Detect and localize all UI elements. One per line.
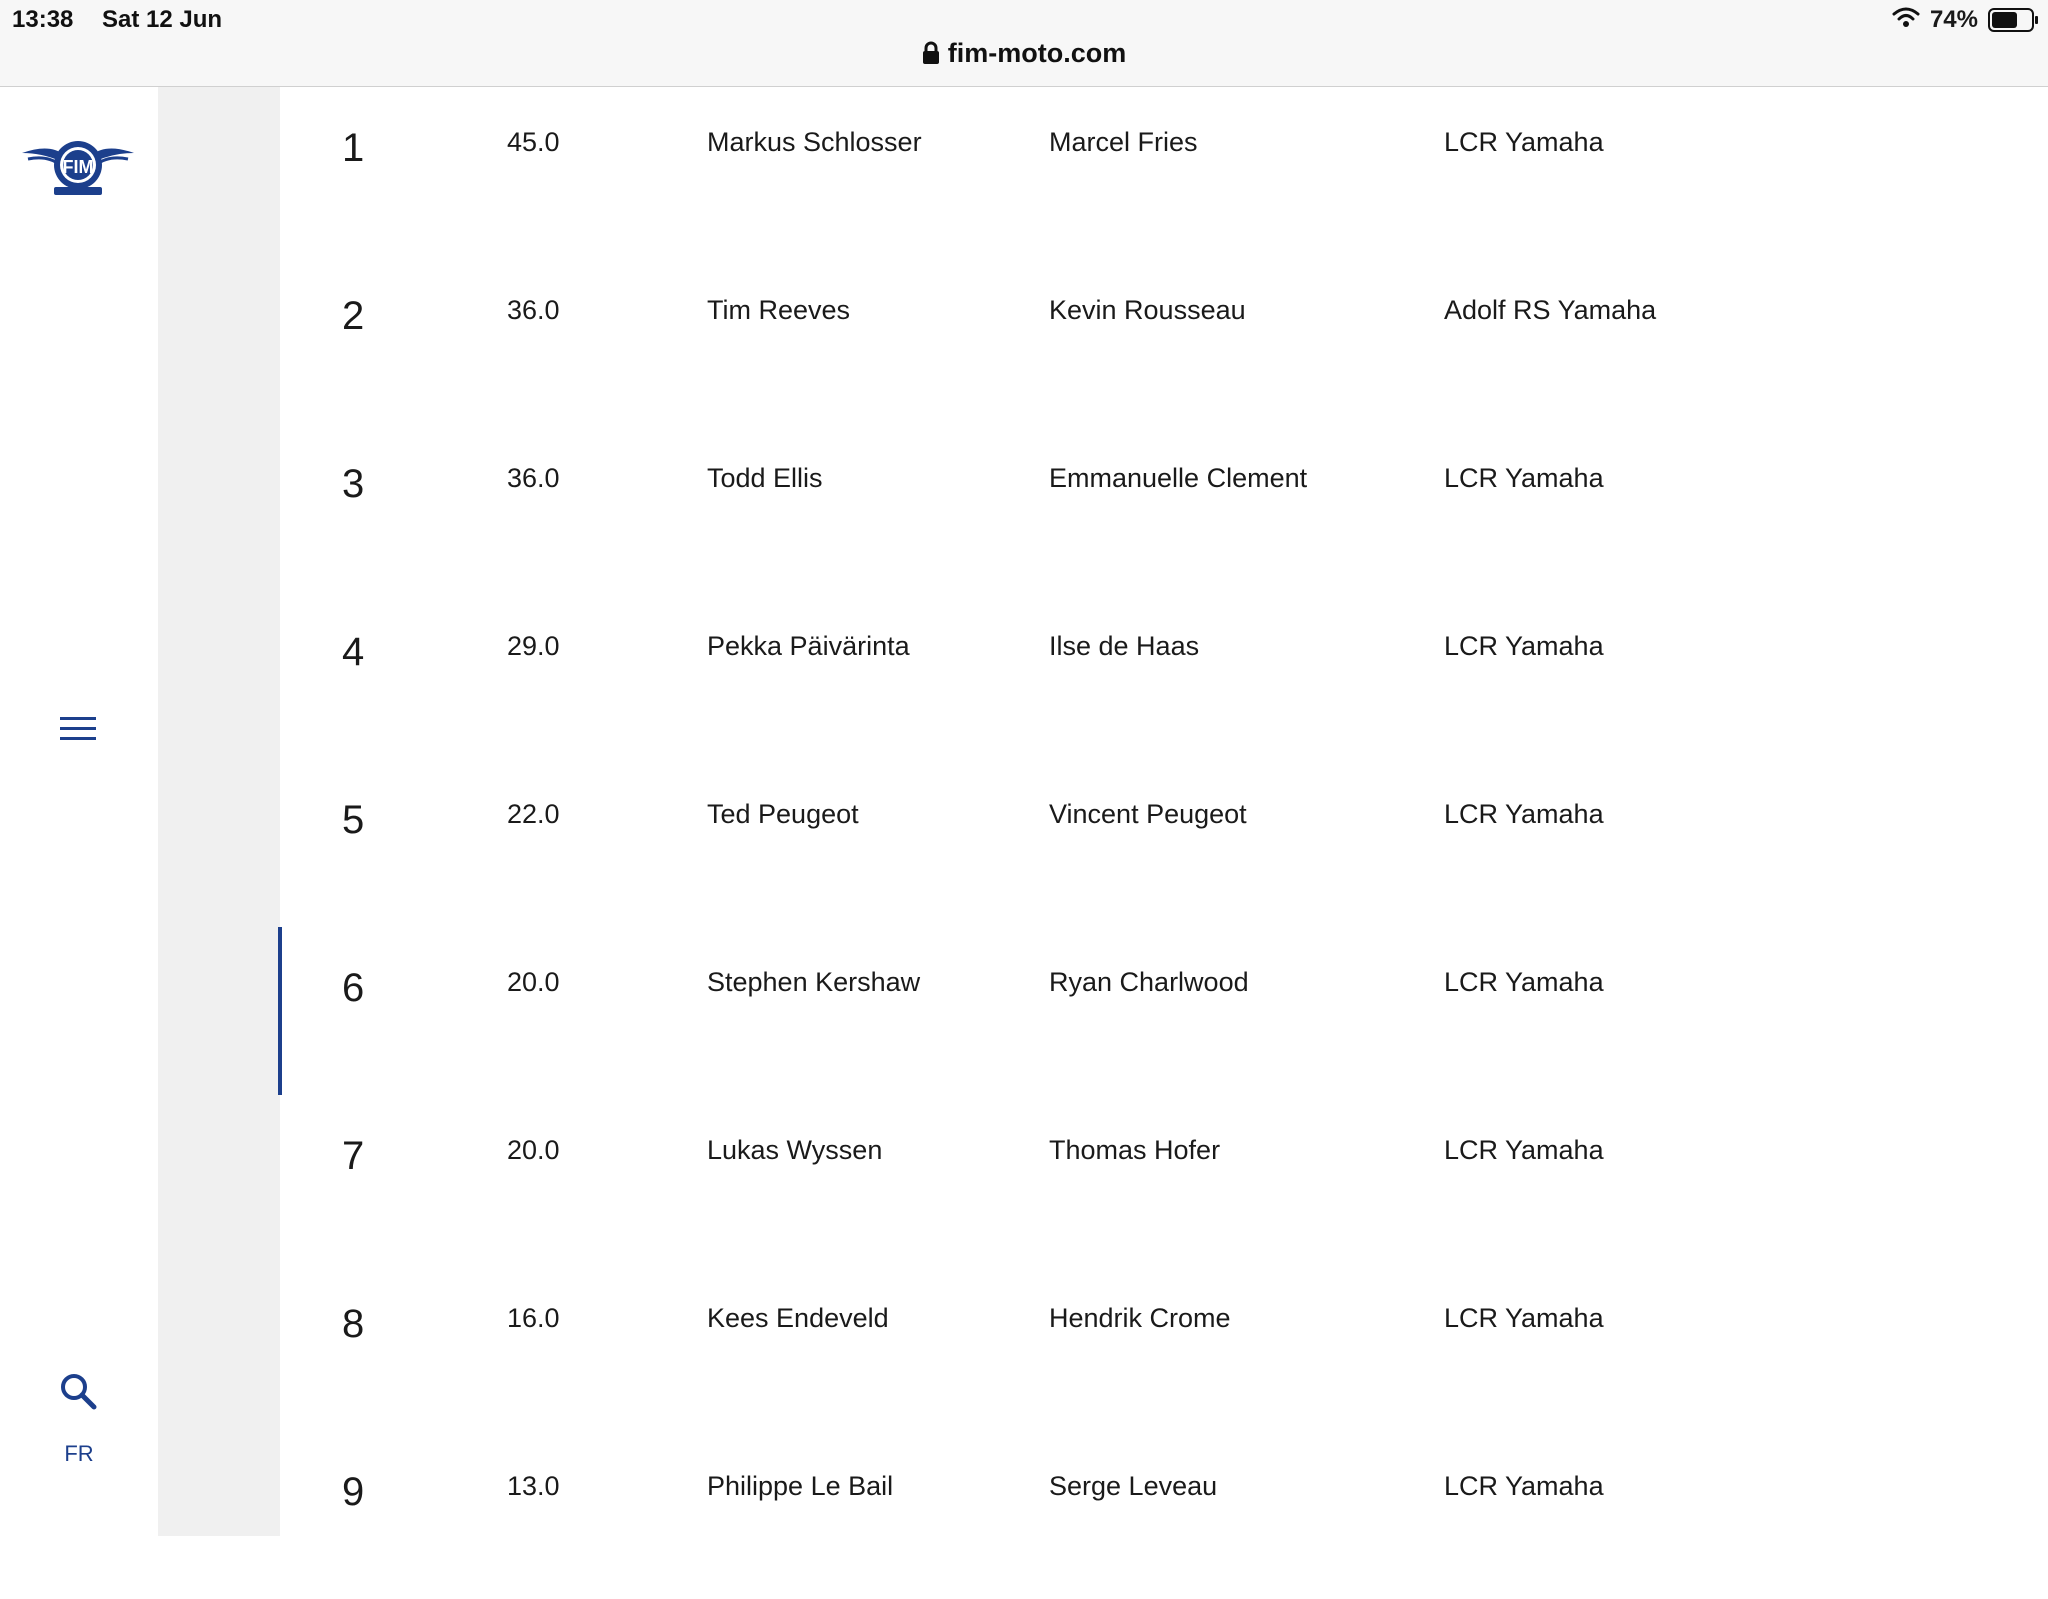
position-cell: 7: [342, 1134, 365, 1178]
table-row[interactable]: [280, 1431, 2048, 1599]
sidebar: [0, 87, 158, 1536]
team-cell: LCR Yamaha: [1444, 1471, 1604, 1501]
table-row[interactable]: [280, 255, 2048, 423]
points-cell: 13.0: [507, 1471, 560, 1501]
rider-1-cell: Ted Peugeot: [707, 799, 859, 829]
menu-icon[interactable]: [60, 715, 96, 748]
search-icon[interactable]: [59, 1372, 97, 1415]
points-cell: 36.0: [507, 295, 560, 325]
rider-1-cell: Philippe Le Bail: [707, 1471, 894, 1501]
svg-text:FIM: FIM: [62, 157, 94, 177]
rider-1-cell: Tim Reeves: [707, 295, 851, 325]
position-cell: 9: [342, 1470, 365, 1514]
sidebar-gutter: [158, 87, 280, 1536]
position-cell: 4: [342, 630, 365, 674]
rider-2-cell: Hendrik Crome: [1049, 1303, 1231, 1333]
row-highlight-indicator: [278, 927, 282, 1095]
rider-2-cell: Ryan Charlwood: [1049, 967, 1249, 997]
table-row[interactable]: [280, 1263, 2048, 1431]
table-row[interactable]: [280, 423, 2048, 591]
points-cell: 16.0: [507, 1303, 560, 1333]
lock-icon: [922, 41, 940, 72]
points-cell: 36.0: [507, 463, 560, 493]
rider-1-cell: Kees Endeveld: [707, 1303, 889, 1333]
position-cell: 6: [342, 966, 365, 1010]
team-cell: LCR Yamaha: [1444, 1303, 1604, 1333]
team-cell: LCR Yamaha: [1444, 1135, 1604, 1165]
battery-percent: 74%: [1929, 6, 1978, 33]
points-cell: 22.0: [507, 799, 560, 829]
points-cell: 29.0: [507, 631, 560, 661]
table-row[interactable]: [280, 591, 2048, 759]
rider-1-cell: Lukas Wyssen: [707, 1135, 883, 1165]
fim-logo[interactable]: [20, 135, 136, 202]
team-cell: LCR Yamaha: [1444, 463, 1604, 493]
rider-2-cell: Thomas Hofer: [1049, 1135, 1221, 1165]
position-cell: 1: [342, 126, 365, 170]
points-cell: 20.0: [507, 967, 560, 997]
rider-1-cell: Markus Schlosser: [707, 127, 922, 157]
rider-1-cell: Stephen Kershaw: [707, 967, 921, 997]
table-row[interactable]: [280, 87, 2048, 255]
rider-2-cell: Emmanuelle Clement: [1049, 463, 1308, 493]
rider-2-cell: Kevin Rousseau: [1049, 295, 1246, 325]
position-cell: 3: [342, 462, 365, 506]
browser-top-bar: [0, 0, 2048, 87]
position-cell: 2: [342, 294, 365, 338]
status-indicators: [1892, 4, 2034, 36]
battery-fill: [1992, 12, 2017, 28]
table-row[interactable]: [280, 1095, 2048, 1263]
results-table: [280, 87, 2048, 1599]
position-cell: 8: [342, 1302, 365, 1346]
team-cell: LCR Yamaha: [1444, 967, 1604, 997]
rider-2-cell: Marcel Fries: [1049, 127, 1198, 157]
language-switch-fr[interactable]: FR: [64, 1441, 94, 1466]
team-cell: LCR Yamaha: [1444, 631, 1604, 661]
team-cell: LCR Yamaha: [1444, 127, 1604, 157]
url-text: fim-moto.com: [947, 38, 1127, 68]
rider-1-cell: Todd Ellis: [707, 463, 823, 493]
status-time: 13:38: [12, 6, 74, 33]
wifi-icon: [1892, 6, 1920, 35]
points-cell: 45.0: [507, 127, 560, 157]
battery-icon: [1988, 8, 2034, 32]
table-row[interactable]: [280, 927, 2048, 1095]
status-date: Sat 12 Jun: [102, 6, 223, 33]
team-cell: Adolf RS Yamaha: [1444, 295, 1657, 325]
rider-2-cell: Vincent Peugeot: [1049, 799, 1247, 829]
address-bar[interactable]: [0, 38, 2048, 72]
points-cell: 20.0: [507, 1135, 560, 1165]
rider-2-cell: Serge Leveau: [1049, 1471, 1218, 1501]
rider-1-cell: Pekka Päivärinta: [707, 631, 910, 661]
table-row[interactable]: [280, 759, 2048, 927]
position-cell: 5: [342, 798, 365, 842]
team-cell: LCR Yamaha: [1444, 799, 1604, 829]
rider-2-cell: Ilse de Haas: [1049, 631, 1200, 661]
